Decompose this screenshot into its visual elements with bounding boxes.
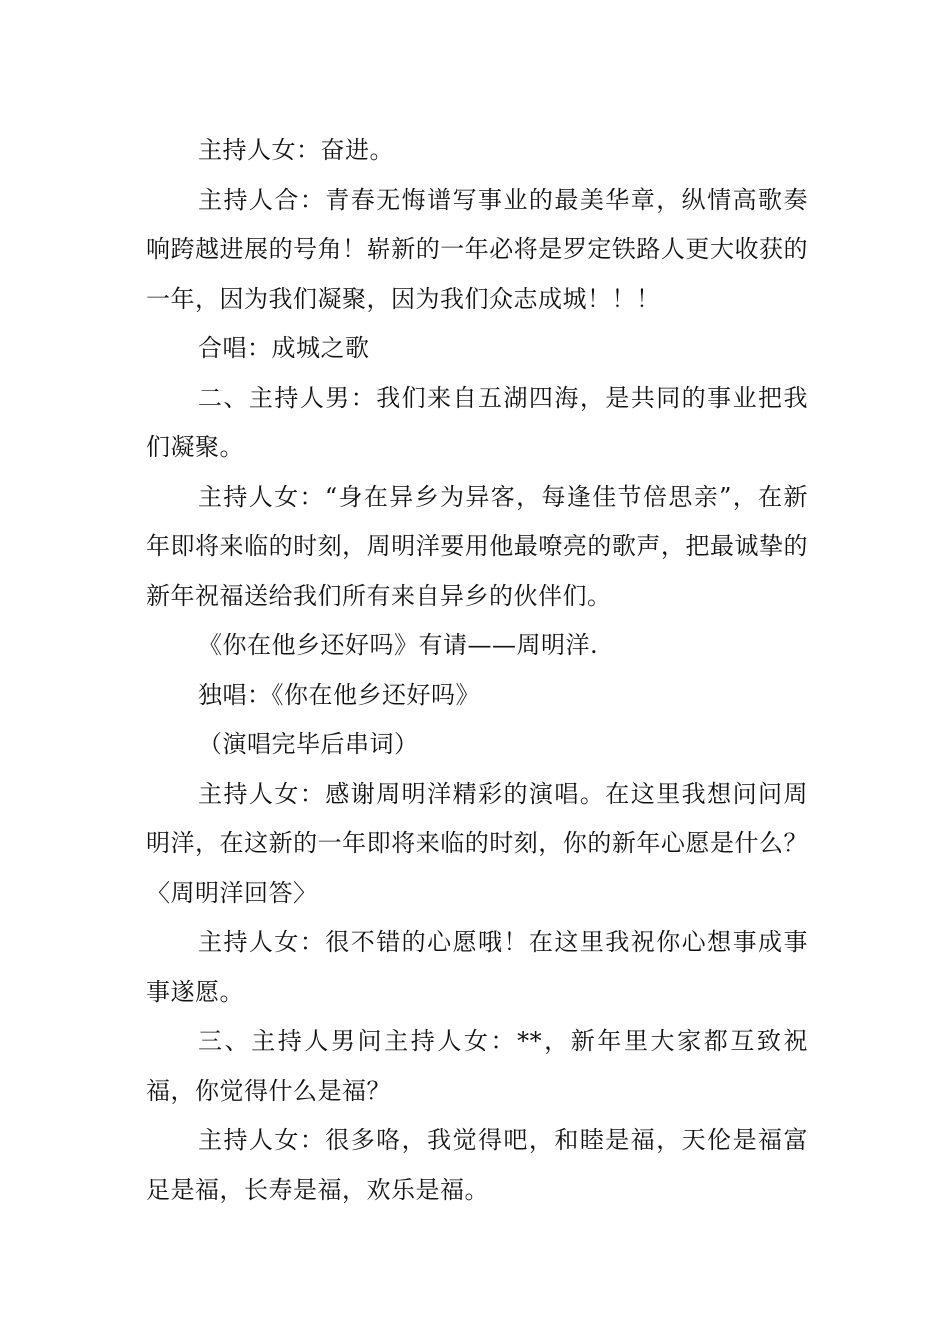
paragraph: 合唱：成城之歌 bbox=[198, 334, 370, 362]
paragraph: 主持人合：青春无悔谱写事业的最美华章，纵情高歌奏响跨越进展的号角！崭新的一年必将是罗定铁路人更大收获的一年，因为我们凝聚，因为我们众志成城！！！ bbox=[146, 185, 808, 313]
paragraph: 主持人女：很不错的心愿哦！在这里我祝你心想事成事事遂愿。 bbox=[146, 928, 808, 1006]
paragraph: 独唱：《你在他乡还好吗》 bbox=[198, 680, 480, 709]
paragraph: （演唱完毕后串词） bbox=[198, 730, 419, 758]
paragraph: 主持人女：奋进。 bbox=[198, 136, 394, 164]
paragraph: 二、主持人男：我们来自五湖四海，是共同的事业把我们凝聚。 bbox=[146, 383, 808, 461]
paragraph: 主持人女：很多咯，我觉得吧，和睦是福，天伦是福富足是福，长寿是福，欢乐是福。 bbox=[146, 1126, 808, 1204]
paragraph: 三、主持人男问主持人女：**，新年里大家都互致祝福，你觉得什么是福？ bbox=[146, 1027, 808, 1105]
paragraph: 《你在他乡还好吗》有请——周明洋. bbox=[198, 631, 599, 659]
paragraph: 主持人女：感谢周明洋精彩的演唱。在这里我想问问周明洋，在这新的一年即将来临的时刻，你的新年心愿是什么？〈周明洋回答〉 bbox=[146, 779, 808, 907]
paragraph: 主持人女：“身在异乡为异客，每逢佳节倍思亲”，在新年即将来临的时刻，周明洋要用他最嘹亮的歌声，把最诚挚的新年祝福送给我们所有来自异乡的伙伴们。 bbox=[146, 482, 808, 610]
document-body bbox=[146, 126, 808, 1215]
